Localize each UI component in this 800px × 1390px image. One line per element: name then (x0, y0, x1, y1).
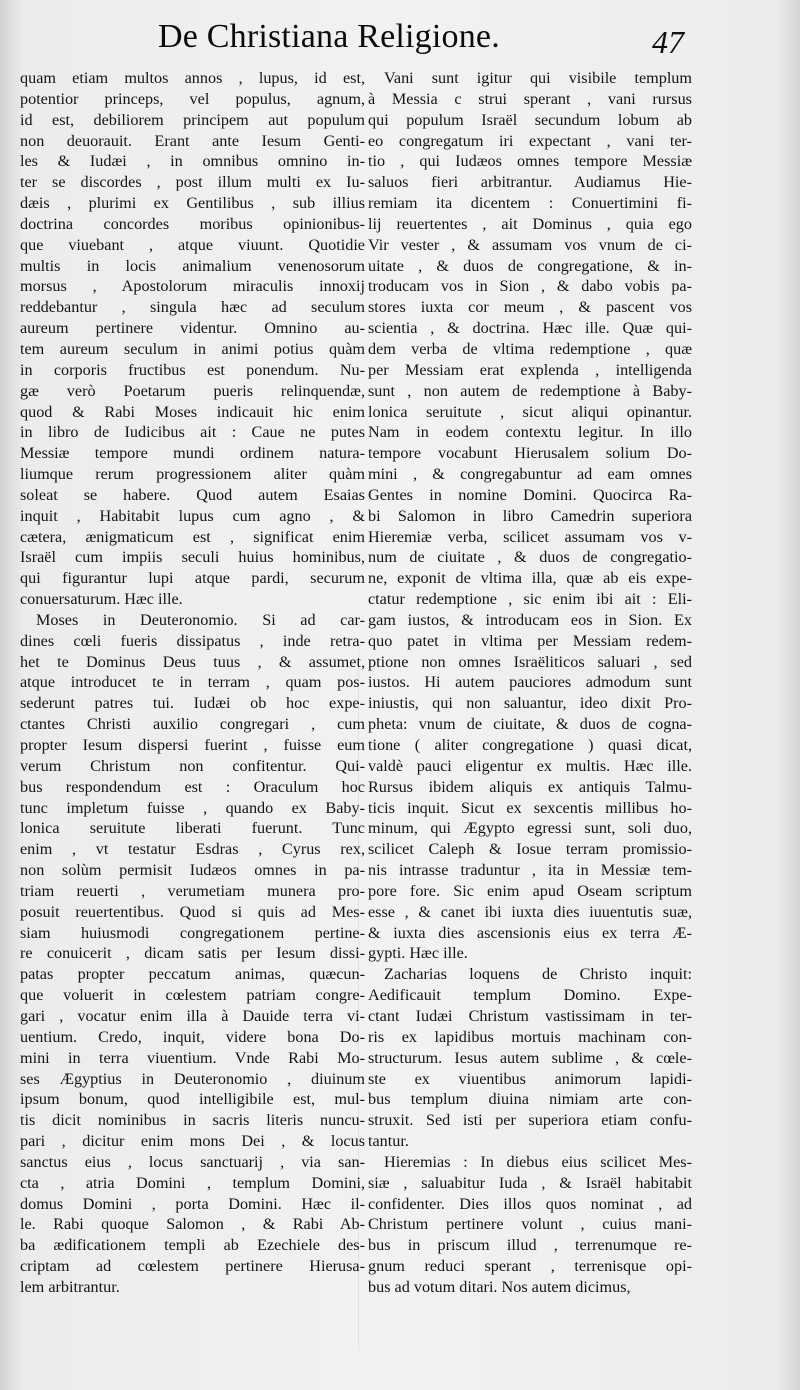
text-column-right (368, 68, 692, 1298)
text-line: cta , atria Domini , templum Domini, (20, 1173, 365, 1192)
text-line: remiam ita dicentem : Conuertimini fi- (368, 194, 692, 213)
text-line: ptione non omnes Israëliticos saluari , sed (368, 652, 692, 671)
text-line: minum, qui Ægypto egressi sunt, soli duo, (368, 819, 692, 838)
text-line: ctantes Christi auxilio congregari , cum (20, 715, 365, 734)
text-line: domus Domini , porta Domini. Hæc il- (20, 1194, 365, 1213)
text-line: multis in locis animalium venenosorum (20, 256, 365, 275)
text-line: het te Dominus Deus tuus , & assumet, (20, 652, 365, 671)
running-title: De Christiana Religione. (158, 18, 500, 55)
text-line: aureum pertinere videntur. Omnino au- (20, 319, 365, 338)
text-line: dines cœli fueris dissipatus , inde retra- (20, 631, 365, 650)
text-line: confidenter. Dies illos quos nominat , ad (368, 1194, 692, 1213)
text-line: structurum. Iesus autem sublime , & cœle- (368, 1048, 692, 1067)
text-line: tempore vocabunt Hierusalem solium Do- (368, 444, 692, 463)
text-line: per Messiam erat explenda , intelligenda (368, 360, 692, 379)
text-line: lem arbitrantur. (20, 1277, 120, 1296)
text-line: criptam ad cœlestem pertinere Hierusa- (20, 1257, 365, 1276)
text-line: sunt , non autem de redemptione à Baby- (368, 381, 692, 400)
text-line: struxit. Sed isti per superiora etiam confu- (368, 1111, 692, 1130)
text-line: gam iustos, & introducam eos in Sion. Ex (368, 610, 692, 629)
text-line: cætera, ænigmaticum est , significat enim (20, 527, 365, 546)
text-line: Christum pertinere volunt , cuius mani- (368, 1215, 692, 1234)
text-line: esse , & canet ibi iuxta dies iuuentutis suæ, (368, 902, 692, 921)
text-line: ses Ægyptius in Deuteronomio , diuinum (20, 1069, 365, 1088)
text-line: Vani sunt igitur qui visibile templum (384, 69, 692, 87)
text-line: mini in terra viuentium. Vnde Rabi Mo- (20, 1048, 365, 1067)
text-line: stores iuxta cor meum , & pascent vos (368, 298, 692, 317)
text-line: reddebantur , singula hæc ad seculum (20, 298, 365, 317)
text-line: id est, debiliorem principem aut populum (20, 110, 365, 129)
text-line: inquit , Habitabit lupus cum agno , & (20, 506, 365, 525)
text-line: propter Iesum dispersi fuerint , fuisse eum (20, 736, 365, 754)
text-line: ter se discordes , post illum multi ex Iu- (20, 173, 365, 192)
text-line: Moses in Deuteronomio. Si ad car- (36, 610, 365, 629)
text-line: nis intrasse traduntur , ita in Messiæ tem- (368, 861, 692, 880)
text-line: siam huiusmodi congregationem pertine- (20, 923, 365, 942)
text-line: doctrina concordes moribus opinionibus- (20, 214, 365, 233)
text-line: gypti. Hæc ille. (368, 944, 468, 963)
text-line: bus templum diuina nimiam arte con- (368, 1090, 692, 1109)
text-line: liumque rerum progressionem aliter quàm (20, 465, 365, 484)
text-line: iniustis, qui non saluantur, ideo dixit Pro- (368, 694, 692, 713)
text-line: ne, exponit de vltima illa, quæ ab eis expe- (368, 569, 692, 588)
text-line: morsus , Apostolorum miraculis innoxij (20, 277, 365, 296)
text-line: & iuxta dies ascensionis eius ex terra Æ- (368, 923, 692, 942)
text-line: saluos fieri arbitrantur. Audiamus Hie- (368, 173, 692, 192)
text-column-left (20, 68, 365, 1298)
text-line: Messiæ tempore mundi ordinem natura- (20, 444, 365, 463)
text-line: tunc impletum fuisse , quando ex Baby- (20, 798, 365, 817)
text-line: tem aureum seculum in animi potius quàm (20, 339, 365, 358)
text-line: Aedificauit templum Domino. Expe- (368, 986, 692, 1005)
text-line: tantur. (368, 1132, 409, 1151)
text-line: in corporis fructibus est ponendum. Nu- (20, 360, 365, 379)
text-line: scilicet Caleph & Iosue terram promissio- (368, 840, 692, 859)
text-line: gari , vocatur enim illa à Dauide terra vi- (20, 1006, 365, 1025)
text-line: bus respondendum est : Oraculum hoc (20, 777, 365, 796)
text-line: tio , qui Iudæos omnes tempore Messiæ (368, 152, 692, 171)
text-line: gnum reduci sperant , terrenisque opi- (368, 1257, 692, 1276)
text-line: posuit reuertentibus. Quod si quis ad Mes- (20, 902, 365, 921)
text-line: ba ædificationem templi ab Ezechiele des- (20, 1236, 365, 1255)
text-line: Nam in eodem contextu legitur. In illo (368, 423, 692, 442)
text-line: bus in priscum illud , terrenumque re- (368, 1236, 692, 1255)
text-line: bus ad votum ditari. Nos autem dicimus, (368, 1277, 631, 1296)
text-line: que voluerit in cœlestem patriam congre- (20, 986, 365, 1005)
text-line: que viuebant , atque viuunt. Quotidie (20, 235, 365, 254)
text-line: atque introducet te in terram , quam pos- (20, 673, 365, 692)
text-line: ctatur redemptione , sic enim ibi ait : Eli- (368, 590, 692, 609)
text-line: siæ , saluabitur Iuda , & Israël habitabit (368, 1173, 692, 1192)
text-line: quo patet in vltima per Messiam redem- (368, 631, 692, 650)
text-line: troducam vos in Sion , & dabo vobis pa- (368, 277, 692, 296)
text-line: lonica seruitute , sicut aliqui opinantur. (368, 402, 692, 421)
text-line: Vir vester , & assumam vos vnum de ci- (368, 235, 692, 254)
running-header (0, 0, 800, 62)
text-line: valdè pauci eligentur ex multis. Hæc ille. (368, 756, 692, 775)
text-line: scientia , & doctrina. Hæc ille. Quæ qui- (368, 319, 692, 338)
text-line: gæ verò Poetarum pueris relinquendæ, (20, 381, 365, 400)
text-line: soleat se habere. Quod autem Esaias (20, 485, 365, 504)
text-line: lonica seruitute liberati fuerunt. Tunc (20, 819, 365, 838)
text-line: mini , & congregabuntur ad eam omnes (368, 465, 692, 484)
text-line: in libro de Iudicibus ait : Caue ne putes (20, 423, 365, 442)
text-line: dæis , plurimi ex Gentilibus , sub illius (20, 194, 365, 213)
text-line: eo congregatum iri expectant , vani ter- (368, 131, 692, 150)
text-line: iustos. Hi autem pauciores admodum sunt (368, 673, 692, 692)
text-line: ris ex lapidibus mortuis machinam con- (368, 1027, 692, 1046)
text-line: Zacharias loquens de Christo inquit: (384, 965, 692, 984)
text-line: uentium. Credo, inquit, videre bona Do- (20, 1027, 365, 1046)
text-line: qui populum Israël secundum lobum ab (368, 110, 692, 129)
text-line: patas propter peccatum animas, quæcun- (20, 965, 365, 984)
text-line: triam reuerti , verumetiam munera pro- (20, 881, 365, 900)
text-line: Israël cum impiis seculi huius hominibus, (20, 548, 365, 567)
text-line: verum Christum non confitentur. Qui- (20, 756, 365, 775)
text-line: pheta: vnum de ciuitate, & duos de cogna- (368, 715, 692, 734)
text-line: bi Salomon in libro Camedrin superiora (368, 506, 692, 525)
text-line: Gentes in nomine Domini. Quocirca Ra- (368, 485, 692, 504)
text-line: tione ( aliter congregatione ) quasi dicat, (368, 736, 692, 754)
text-line: tis dicit nominibus in sacris literis nuncu- (20, 1111, 365, 1130)
page-number: 47 (652, 24, 684, 60)
text-line: quod & Rabi Moses indicauit hic enim (20, 402, 365, 421)
text-line: ipsum bonum, quod intelligibile est, mul- (20, 1090, 365, 1109)
text-line: pore fore. Sic enim apud Oseam scriptum (368, 881, 692, 900)
text-line: non deuorauit. Erant ante Iesum Genti- (20, 131, 365, 150)
text-line: Hieremias : In diebus eius scilicet Mes- (384, 1152, 692, 1171)
text-line: uitate , & duos de congregatione, & in- (368, 256, 692, 275)
text-line: ticis inquit. Sicut ex sexcentis millibus ho- (368, 798, 692, 817)
text-line: sanctus eius , locus sanctuarij , via san- (20, 1152, 365, 1171)
text-line: conuersaturum. Hæc ille. (20, 590, 183, 609)
text-line: Rursus ibidem aliquis ex antiquis Talmu- (368, 777, 692, 796)
text-line: ctant Iudæi Christum vastissimam in ter- (368, 1006, 692, 1025)
text-line: enim , vt testatur Esdras , Cyrus rex, (20, 840, 365, 859)
text-line: dem verba de vltima redemptione , quæ (368, 339, 692, 358)
text-line: quam etiam multos annos , lupus, id est, (20, 69, 365, 87)
text-line: num de ciuitate , & duos de congregatio- (368, 548, 692, 567)
text-line: Hieremiæ verba, scilicet assumam vos v- (368, 527, 692, 546)
text-line: ste ex viuentibus animorum lapidi- (368, 1069, 692, 1088)
text-line: potentior princeps, vel populus, agnum, (20, 89, 365, 108)
text-line: les & Iudæi , in omnibus omnino in- (20, 152, 365, 171)
text-line: qui figurantur lupi atque pardi, securum (20, 569, 365, 588)
text-line: sederunt patres tui. Iudæi ob hoc expe- (20, 694, 365, 713)
text-line: re conuicerit , dicam satis per Iesum dissi- (20, 944, 365, 963)
text-line: à Messia c strui sperant , vani rursus (368, 89, 692, 108)
text-line: non solùm permisit Iudæos omnes in pa- (20, 861, 365, 880)
text-line: lij reuertentes , ait Dominus , quia ego (368, 214, 692, 233)
text-line: le. Rabi quoque Salomon , & Rabi Ab- (20, 1215, 365, 1234)
text-line: pari , dicitur enim mons Dei , & locus (20, 1132, 365, 1151)
